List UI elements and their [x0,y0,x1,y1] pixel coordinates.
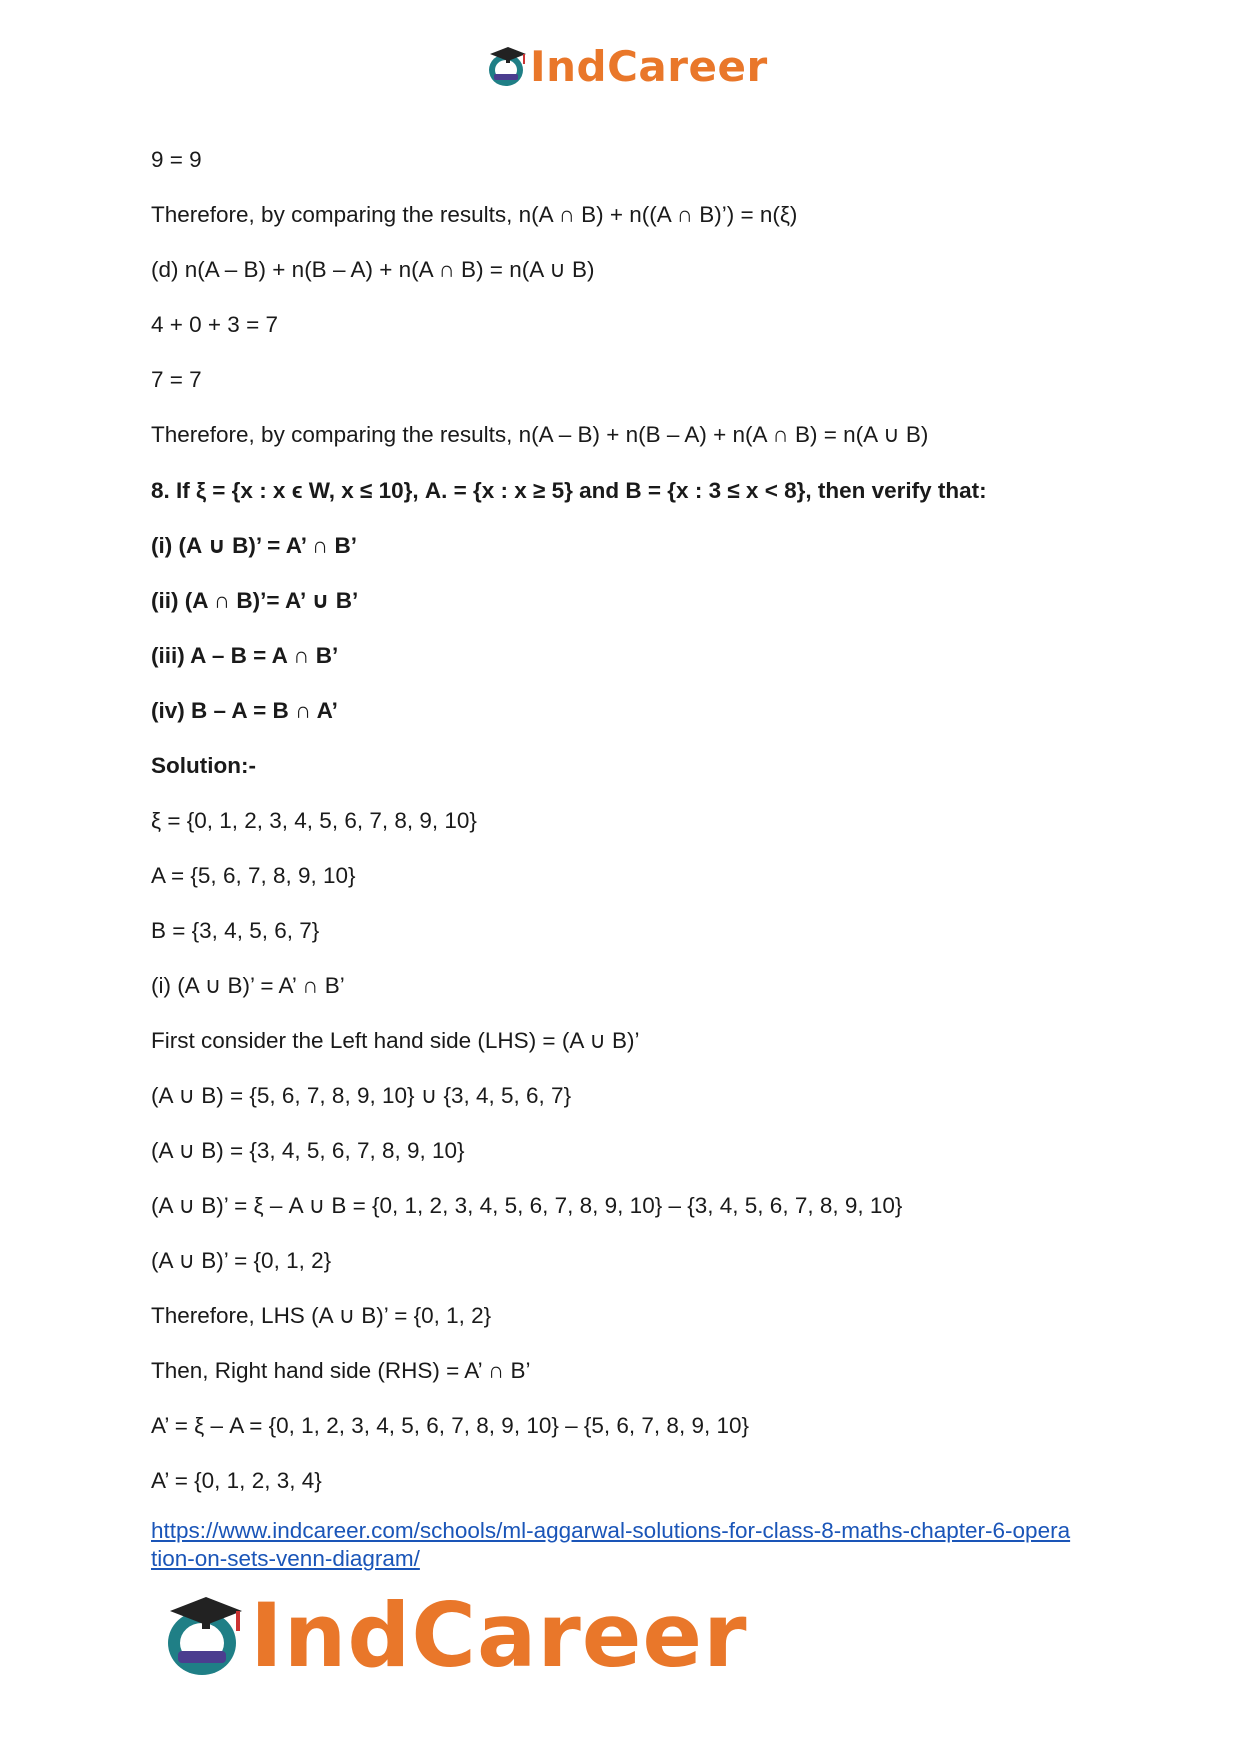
text-line: B = {3, 4, 5, 6, 7} [151,918,320,943]
graduation-book-icon [162,1591,246,1679]
text-line: (i) (A ∪ B)’ = A’ ∩ B’ [151,973,345,998]
graduation-book-icon [486,44,528,88]
text-line: (A ∪ B)’ = ξ – A ∪ B = {0, 1, 2, 3, 4, 5, 6, 7, 8, 9, 10} – {3, 4, 5, 6, 7, 8, 9, 10} [151,1193,903,1218]
text-line: (A ∪ B)’ = {0, 1, 2} [151,1248,332,1273]
text-line: 4 + 0 + 3 = 7 [151,312,278,337]
text-line: 7 = 7 [151,367,202,392]
footer-logo-text: IndCareer [250,1583,748,1687]
text-line: (d) n(A – B) + n(B – A) + n(A ∩ B) = n(A ∪ B) [151,257,595,282]
text-line: A’ = ξ – A = {0, 1, 2, 3, 4, 5, 6, 7, 8, 9, 10} – {5, 6, 7, 8, 9, 10} [151,1413,750,1438]
text-line: Therefore, by comparing the results, n(A ∩ B) + n((A ∩ B)’) = n(ξ) [151,202,798,227]
question-heading: 8. If ξ = {x : x ϵ W, x ≤ 10}, A. = {x : x ≥ 5} and B = {x : 3 ≤ x < 8}, then verify that: [151,478,987,503]
text-line: Therefore, by comparing the results, n(A – B) + n(B – A) + n(A ∩ B) = n(A ∪ B) [151,422,929,447]
source-link-line-1[interactable]: https://www.indcareer.com/schools/ml-aggarwal-solutions-for-class-8-maths-chapter-6-opera [151,1518,1071,1543]
source-link-line-2[interactable]: tion-on-sets-venn-diagram/ [151,1546,420,1571]
question-part: (iii) A – B = A ∩ B’ [151,643,339,668]
question-part: (iv) B – A = B ∩ A’ [151,698,338,723]
question-part: (ii) (A ∩ B)’= A’ ∪ B’ [151,588,359,613]
question-part: (i) (A ∪ B)’ = A’ ∩ B’ [151,533,357,558]
text-line: ξ = {0, 1, 2, 3, 4, 5, 6, 7, 8, 9, 10} [151,808,477,833]
text-line: 9 = 9 [151,147,202,172]
source-link[interactable] [151,1517,1111,1573]
footer-logo [162,1585,748,1685]
text-line: A’ = {0, 1, 2, 3, 4} [151,1468,322,1493]
solution-heading: Solution:- [151,753,256,778]
text-line: Therefore, LHS (A ∪ B)’ = {0, 1, 2} [151,1303,492,1328]
text-line: First consider the Left hand side (LHS) = (A ∪ B)’ [151,1028,640,1053]
text-line: (A ∪ B) = {5, 6, 7, 8, 9, 10} ∪ {3, 4, 5, 6, 7} [151,1083,572,1108]
header-logo [486,40,768,92]
header-logo-text: IndCareer [530,41,768,91]
text-line: A = {5, 6, 7, 8, 9, 10} [151,863,356,888]
text-line: Then, Right hand side (RHS) = A’ ∩ B’ [151,1358,531,1383]
text-line: (A ∪ B) = {3, 4, 5, 6, 7, 8, 9, 10} [151,1138,465,1163]
